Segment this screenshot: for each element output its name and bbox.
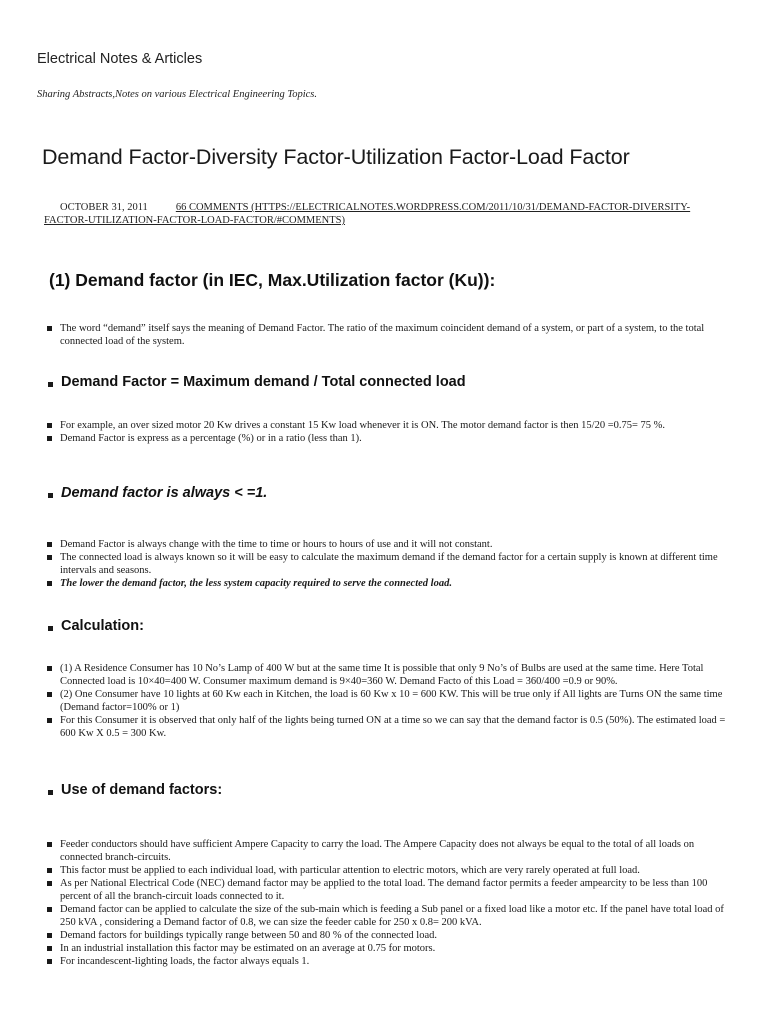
list-item: For this Consumer it is observed that only half of the lights being turned ON at a time so we can say that the demand factor is 0.5 (50%). The estimated load = 600 Kw X 0.5 = 300 Kw. — [0, 714, 768, 740]
section-heading: (1) Demand factor (in IEC, Max.Utilization factor (Ku)): — [49, 270, 496, 290]
list-item: Demand factors for buildings typically range between 50 and 80 % of the connected load. — [0, 929, 768, 942]
comments-link[interactable]: 66 COMMENTS (HTTPS://ELECTRICALNOTES.WORDPRESS.COM/2011/10/31/DEMAND-FACTOR-DIVERSITY-FACTOR-UTILIZATION-FACTOR-LOAD-FACTOR/#COMMENTS) — [44, 202, 691, 226]
calculation-heading: Calculation: — [0, 618, 761, 634]
post-date: OCTOBER 31, 2011 — [60, 202, 148, 213]
post-meta — [44, 201, 724, 227]
formula-heading: Demand Factor = Maximum demand / Total connected load — [0, 374, 761, 390]
list-item: The word “demand” itself says the meaning of Demand Factor. The ratio of the maximum coincident demand of a system, or part of a system, to the total connected load of the system. — [0, 322, 768, 348]
list-item: (1) A Residence Consumer has 10 No’s Lamp of 400 W but at the same time It is possible that only 9 No’s of Bulbs are used at the same time. Here Total Connected load is 10×40=400 W. Consumer maximum demand is 9×40=360 W. Demand Facto of this Load = 360/400 =0.9 or 90%. — [0, 662, 768, 688]
list-item: In an industrial installation this factor may be estimated on an average at 0.75 for motors. — [0, 942, 768, 955]
list-item: Demand Factor is always change with the time to time or hours to hours of use and it will not constant. — [0, 538, 768, 551]
list-item: Feeder conductors should have sufficient Ampere Capacity to carry the load. The Ampere Capacity does not always be equal to the total of all loads on connected branch-circuits. — [0, 838, 768, 864]
always-heading: Demand factor is always < =1. — [0, 485, 761, 501]
list-item: Demand factor can be applied to calculate the size of the sub-main which is feeding a Sub panel or a fixed load like a motor etc. If the panel have total load of 250 kVA , considering a Demand factor of 0.8, we can size the feeder cable for 250 x 0.8= 200 kVA. — [0, 903, 768, 929]
intro-list — [0, 322, 768, 348]
list-item: (2) One Consumer have 10 lights at 60 Kw each in Kitchen, the load is 60 Kw x 10 = 600 KW. This will be true only if All lights are Turns ON the same time (Demand factor=100% or 1) — [0, 688, 768, 714]
list-item: This factor must be applied to each individual load, with particular attention to electric motors, which are very rarely operated at full load. — [0, 864, 768, 877]
example-list — [0, 419, 768, 445]
list-item: The lower the demand factor, the less system capacity required to serve the connected load. — [0, 577, 768, 590]
post-title: Demand Factor-Diversity Factor-Utilization Factor-Load Factor — [42, 145, 630, 169]
list-item: For incandescent-lighting loads, the factor always equals 1. — [0, 955, 768, 968]
notes-list — [0, 538, 768, 590]
use-heading: Use of demand factors: — [0, 782, 761, 798]
list-item: The connected load is always known so it will be easy to calculate the maximum demand if the demand factor for a certain supply is known at different time intervals and seasons. — [0, 551, 768, 577]
list-item: As per National Electrical Code (NEC) demand factor may be applied to the total load. The demand factor permits a feeder ampearcity to be less than 100 percent of all the branch-circuit loads connected to it. — [0, 877, 768, 903]
list-item: For example, an over sized motor 20 Kw drives a constant 15 Kw load whenever it is ON. The motor demand factor is then 15/20 =0.75= 75 %. — [0, 419, 768, 432]
list-item: Demand Factor is express as a percentage (%) or in a ratio (less than 1). — [0, 432, 768, 445]
site-tagline: Sharing Abstracts,Notes on various Electrical Engineering Topics. — [37, 89, 317, 100]
use-list — [0, 838, 768, 968]
site-title[interactable]: Electrical Notes & Articles — [37, 51, 203, 67]
calculation-list — [0, 662, 768, 740]
